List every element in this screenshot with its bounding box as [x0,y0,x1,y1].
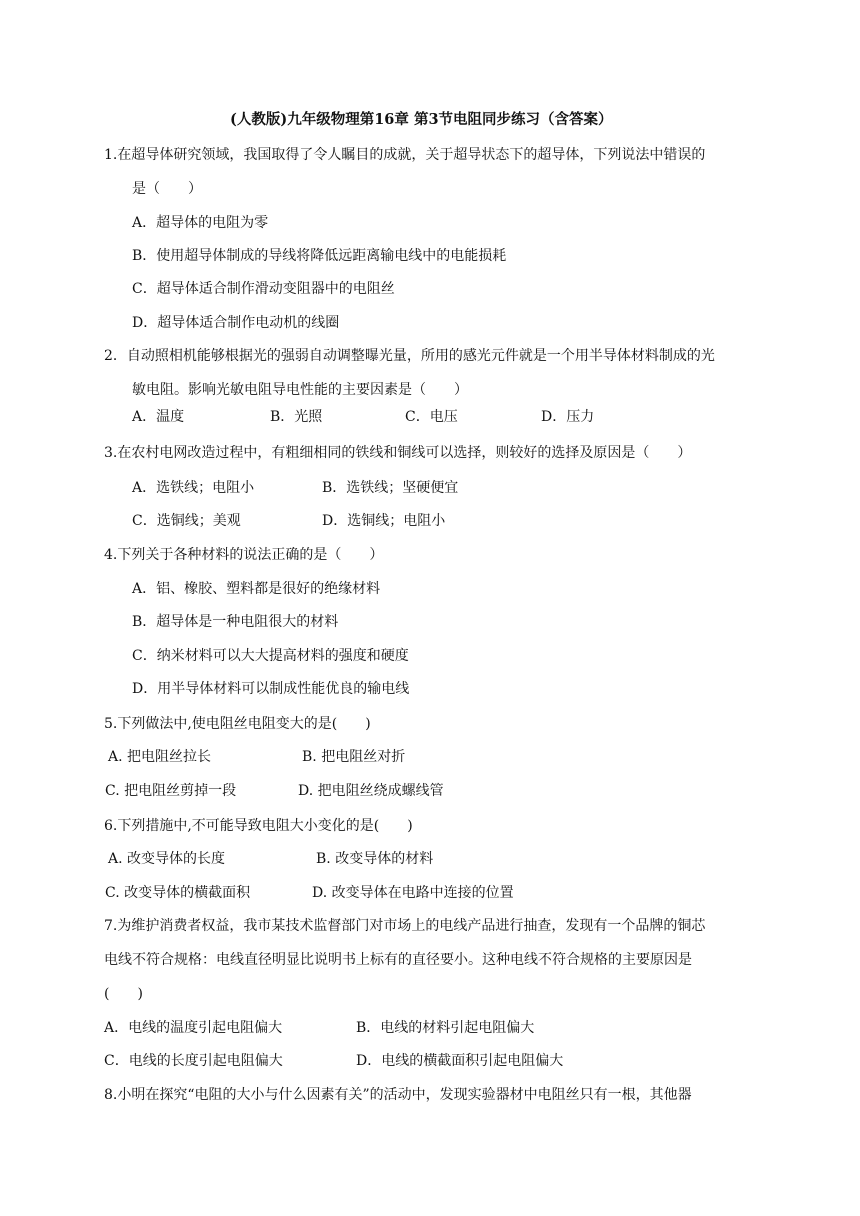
question-3-option-a: A．选铁线；电阻小 [132,480,255,496]
question-4-option-c: C．纳米材料可以大大提高材料的强度和硬度 [132,648,409,664]
question-2-option-d: D．压力 [541,409,595,425]
question-7-option-a: A．电线的温度引起电阻偏大 [104,1020,283,1036]
question-6-option-d: D. 改变导体在电路中连接的位置 [312,885,514,901]
question-2-option-a: A．温度 [132,409,185,425]
question-1-option-c: C．超导体适合制作滑动变阻器中的电阻丝 [132,281,395,297]
question-1-option-d: D．超导体适合制作电动机的线圈 [132,315,340,331]
question-7-stem-line-2: 电线不符合规格：电线直径明显比说明书上标有的直径要小。这种电线不符合规格的主要原因是 [104,952,692,968]
question-6-option-b: B. 改变导体的材料 [316,851,434,867]
question-1-option-a: A．超导体的电阻为零 [132,215,269,231]
question-3-options-row-1 [0,478,860,498]
question-5-option-b: B. 把电阻丝对折 [302,749,406,765]
question-7-option-c: C．电线的长度引起电阻偏大 [104,1053,283,1069]
question-1-option-b: B．使用超导体制成的导线将降低远距离输电线中的电能损耗 [132,248,507,264]
question-1-stem-line-1: 1.在超导体研究领域，我国取得了令人瞩目的成就，关于超导状态下的超导体，下列说法中错误的 [104,147,706,163]
question-7-option-b: B．电线的材料引起电阻偏大 [356,1020,535,1036]
question-3-option-d: D．选铜线；电阻小 [322,513,446,529]
question-6-options-row-2 [0,883,860,903]
question-5-options-row-1 [0,747,860,767]
question-7-stem-line-3: ( ) [104,986,143,1002]
question-8-stem-line-1: 8.小明在探究“电阻的大小与什么因素有关”的活动中，发现实验器材中电阻丝只有一根，其他器 [104,1087,692,1103]
question-5-option-c: C. 把电阻丝剪掉一段 [105,783,237,799]
question-6-options-row-1 [0,849,860,869]
question-6-stem: 6.下列措施中,不可能导致电阻大小变化的是( ) [104,818,413,834]
question-3-stem: 3.在农村电网改造过程中，有粗细相同的铁线和铜线可以选择，则较好的选择及原因是（ ） [104,445,692,461]
question-6-option-a: A. 改变导体的长度 [108,851,226,867]
question-7-stem-line-1: 7.为维护消费者权益，我市某技术监督部门对市场上的电线产品进行抽查，发现有一个品牌的铜芯 [104,918,706,934]
question-2-option-b: B．光照 [270,409,323,425]
question-7-option-d: D．电线的横截面积引起电阻偏大 [356,1053,564,1069]
question-3-option-c: C．选铜线；美观 [132,513,241,529]
question-2-options [0,407,860,427]
question-5-options-row-2 [0,781,860,801]
question-1-stem-line-2: 是（ ） [132,181,202,197]
question-2-stem-line-1: 2．自动照相机能够根据光的强弱自动调整曝光量，所用的感光元件就是一个用半导体材料制成的光 [104,348,715,364]
question-5-option-d: D. 把电阻丝绕成螺线管 [298,783,444,799]
question-3-options-row-2 [0,511,860,531]
question-4-stem: 4.下列关于各种材料的说法正确的是（ ） [104,547,384,563]
question-4-option-a: A．铝、橡胶、塑料都是很好的绝缘材料 [132,581,381,597]
question-4-option-d: D．用半导体材料可以制成性能优良的输电线 [132,681,410,697]
question-3-option-b: B．选铁线；坚硬便宜 [322,480,459,496]
question-5-option-a: A. 把电阻丝拉长 [108,749,212,765]
question-6-option-c: C. 改变导体的横截面积 [105,885,251,901]
question-2-stem-line-2: 敏电阻。影响光敏电阻导电性能的主要因素是（ ） [132,382,468,398]
question-4-option-b: B．超导体是一种电阻很大的材料 [132,614,339,630]
question-7-options-row-2 [0,1051,860,1071]
question-5-stem: 5.下列做法中,使电阻丝电阻变大的是( ) [104,716,371,732]
question-2-option-c: C．电压 [405,409,458,425]
question-7-options-row-1 [0,1018,860,1038]
page-title: (人教版)九年级物理第16章 第3节电阻同步练习（含答案） [230,111,613,128]
